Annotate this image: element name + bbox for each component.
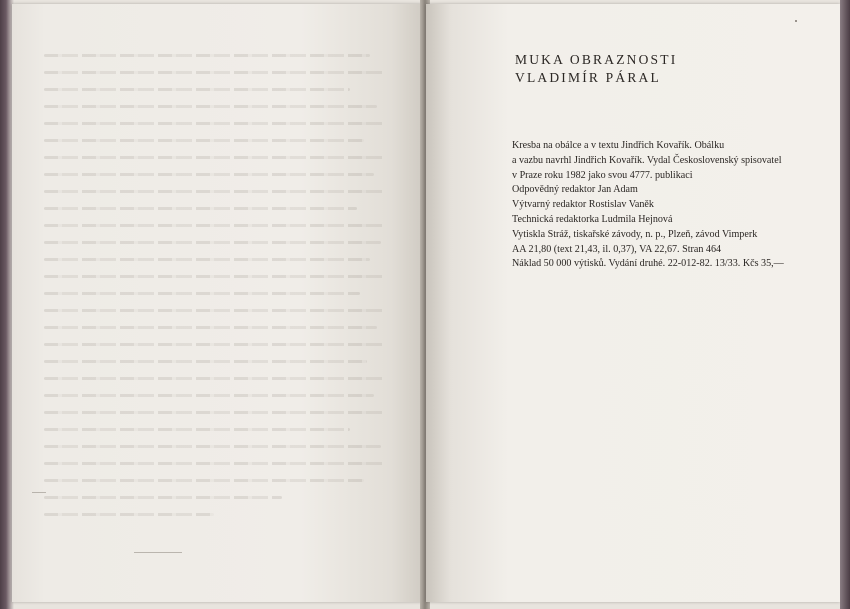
colophon-line: Technická redaktorka Ludmila Hejnová bbox=[512, 213, 673, 225]
left-page bbox=[12, 4, 424, 602]
show-through-dash bbox=[32, 492, 46, 493]
colophon-line: AA 21,80 (text 21,43, il. 0,37), VA 22,67. Stran 464 bbox=[512, 243, 722, 255]
colophon-line: v Praze roku 1982 jako svou 4777. publikaci bbox=[512, 169, 693, 181]
paper-speck bbox=[795, 20, 797, 22]
show-through-rule bbox=[134, 552, 182, 553]
book-title: MUKA OBRAZNOSTI bbox=[515, 52, 678, 67]
show-through-text bbox=[44, 54, 384, 530]
colophon-line: Náklad 50 000 výtisků. Vydání druhé. 22-012-82. 13/33. Kčs 35,— bbox=[512, 258, 784, 270]
book-header bbox=[515, 51, 677, 87]
colophon-line: Výtvarný redaktor Rostislav Vaněk bbox=[512, 199, 654, 211]
right-page bbox=[426, 4, 840, 602]
colophon-line: Vytiskla Stráž, tiskařské závody, n. p., Plzeň, závod Vimperk bbox=[512, 228, 758, 240]
book-author: VLADIMÍR PÁRAL bbox=[515, 70, 661, 85]
colophon-line: Kresba na obálce a v textu Jindřich Kovařík. Obálku bbox=[512, 140, 725, 151]
colophon-line: Odpovědný redaktor Jan Adam bbox=[512, 184, 638, 196]
page-edge bbox=[840, 0, 850, 609]
colophon bbox=[512, 139, 822, 272]
colophon-line: a vazbu navrhl Jindřich Kovařík. Vydal Československý spisovatel bbox=[512, 154, 782, 166]
